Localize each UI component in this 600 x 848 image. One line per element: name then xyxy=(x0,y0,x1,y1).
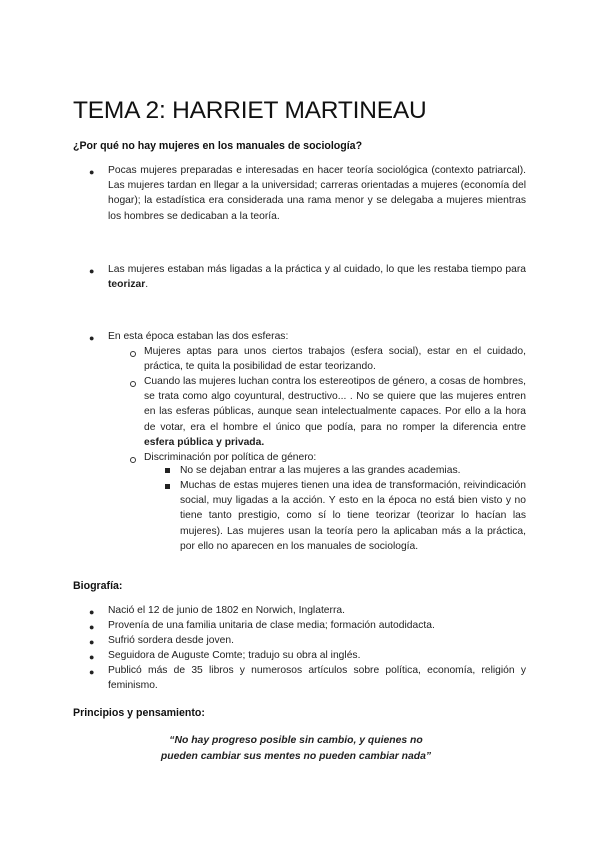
bullet-dot: ● xyxy=(89,333,95,343)
section-heading-why-no-women: ¿Por qué no hay mujeres en los manuales de sociología? xyxy=(73,140,363,152)
section-heading-principles: Principios y pensamiento: xyxy=(73,707,205,719)
subsub-item-transformation: Muchas de estas mujeres tienen una idea de transformación, reivindicación social, muy ligadas a la acción. Y esto en la época no está bien visto y no tiene tanto prestigio, como sí lo tiene teorizar (teorizar lo hacían las mujeres). Las mujeres usan la teoría pero la aplicaban más a la práctica, por ello no aparecen en los manuales de sociología. xyxy=(180,480,526,552)
square-bullet xyxy=(165,468,170,473)
bullet-dot: ● xyxy=(89,266,95,276)
bullet-dot: ● xyxy=(89,167,95,177)
circle-bullet xyxy=(130,381,136,387)
circle-bullet xyxy=(130,457,136,463)
bullet-item-practice: Las mujeres estaban más ligadas a la práctica y al cuidado, lo que les restaba tiempo para teorizar. xyxy=(108,264,526,291)
subsub-item-academies: No se dejaban entrar a las mujeres a las grandes academias. xyxy=(180,465,461,476)
square-bullet xyxy=(165,484,170,489)
bullet-dot: ● xyxy=(89,667,95,677)
bullet-dot: ● xyxy=(89,622,95,632)
circle-bullet xyxy=(130,351,136,357)
page-title: TEMA 2: HARRIET MARTINEAU xyxy=(73,97,427,124)
bullet-item-two-spheres: En esta época estaban las dos esferas: xyxy=(108,331,289,342)
bullet-dot: ● xyxy=(89,637,95,647)
sub-item-gender-policy: Discriminación por política de género: xyxy=(144,452,317,463)
martineau-quote: “No hay progreso posible sin cambio, y quienes no pueden cambiar sus mentes no pueden cambiar nada” xyxy=(160,735,432,762)
bullet-item-context: Pocas mujeres preparadas e interesadas en hacer teoría sociológica (contexto patriarcal). Las mujeres tardan en llegar a la universidad; carreras orientadas a mujeres (economía del hogar); la estadística era considerada una rama menor y se delegaba a mujeres mientras los hombres se dedicaban a la teoría. xyxy=(108,165,526,222)
bullet-dot: ● xyxy=(89,652,95,662)
bio-item-family: Provenía de una familia unitaria de clase media; formación autodidacta. xyxy=(108,620,435,631)
bullet-dot: ● xyxy=(89,607,95,617)
sub-item-apt-jobs: Mujeres aptas para unos ciertos trabajos (esfera social), estar en el cuidado, práctica, te quita la posibilidad de estar teorizando. xyxy=(144,346,526,373)
bio-item-birth: Nació el 12 de junio de 1802 en Norwich, Inglaterra. xyxy=(108,605,345,616)
bio-item-deafness: Sufrió sordera desde joven. xyxy=(108,635,234,646)
bio-item-publications: Publicó más de 35 libros y numerosos artículos sobre política, economía, religión y feminismo. xyxy=(108,665,526,692)
section-heading-biography: Biografía: xyxy=(73,580,123,592)
sub-item-stereotypes: Cuando las mujeres luchan contra los estereotipos de género, a cosas de hombres, se trata como algo coyuntural, destructivo... . No se quiere que las mujeres entren en las esferas públicas, aunque sean intelectualmente capaces. Por ello a la hora de votar, era el hombre el único que podía, para no romper la diferencia entre esfera pública y privada. xyxy=(144,376,526,448)
bio-item-comte: Seguidora de Auguste Comte; tradujo su obra al inglés. xyxy=(108,650,361,661)
